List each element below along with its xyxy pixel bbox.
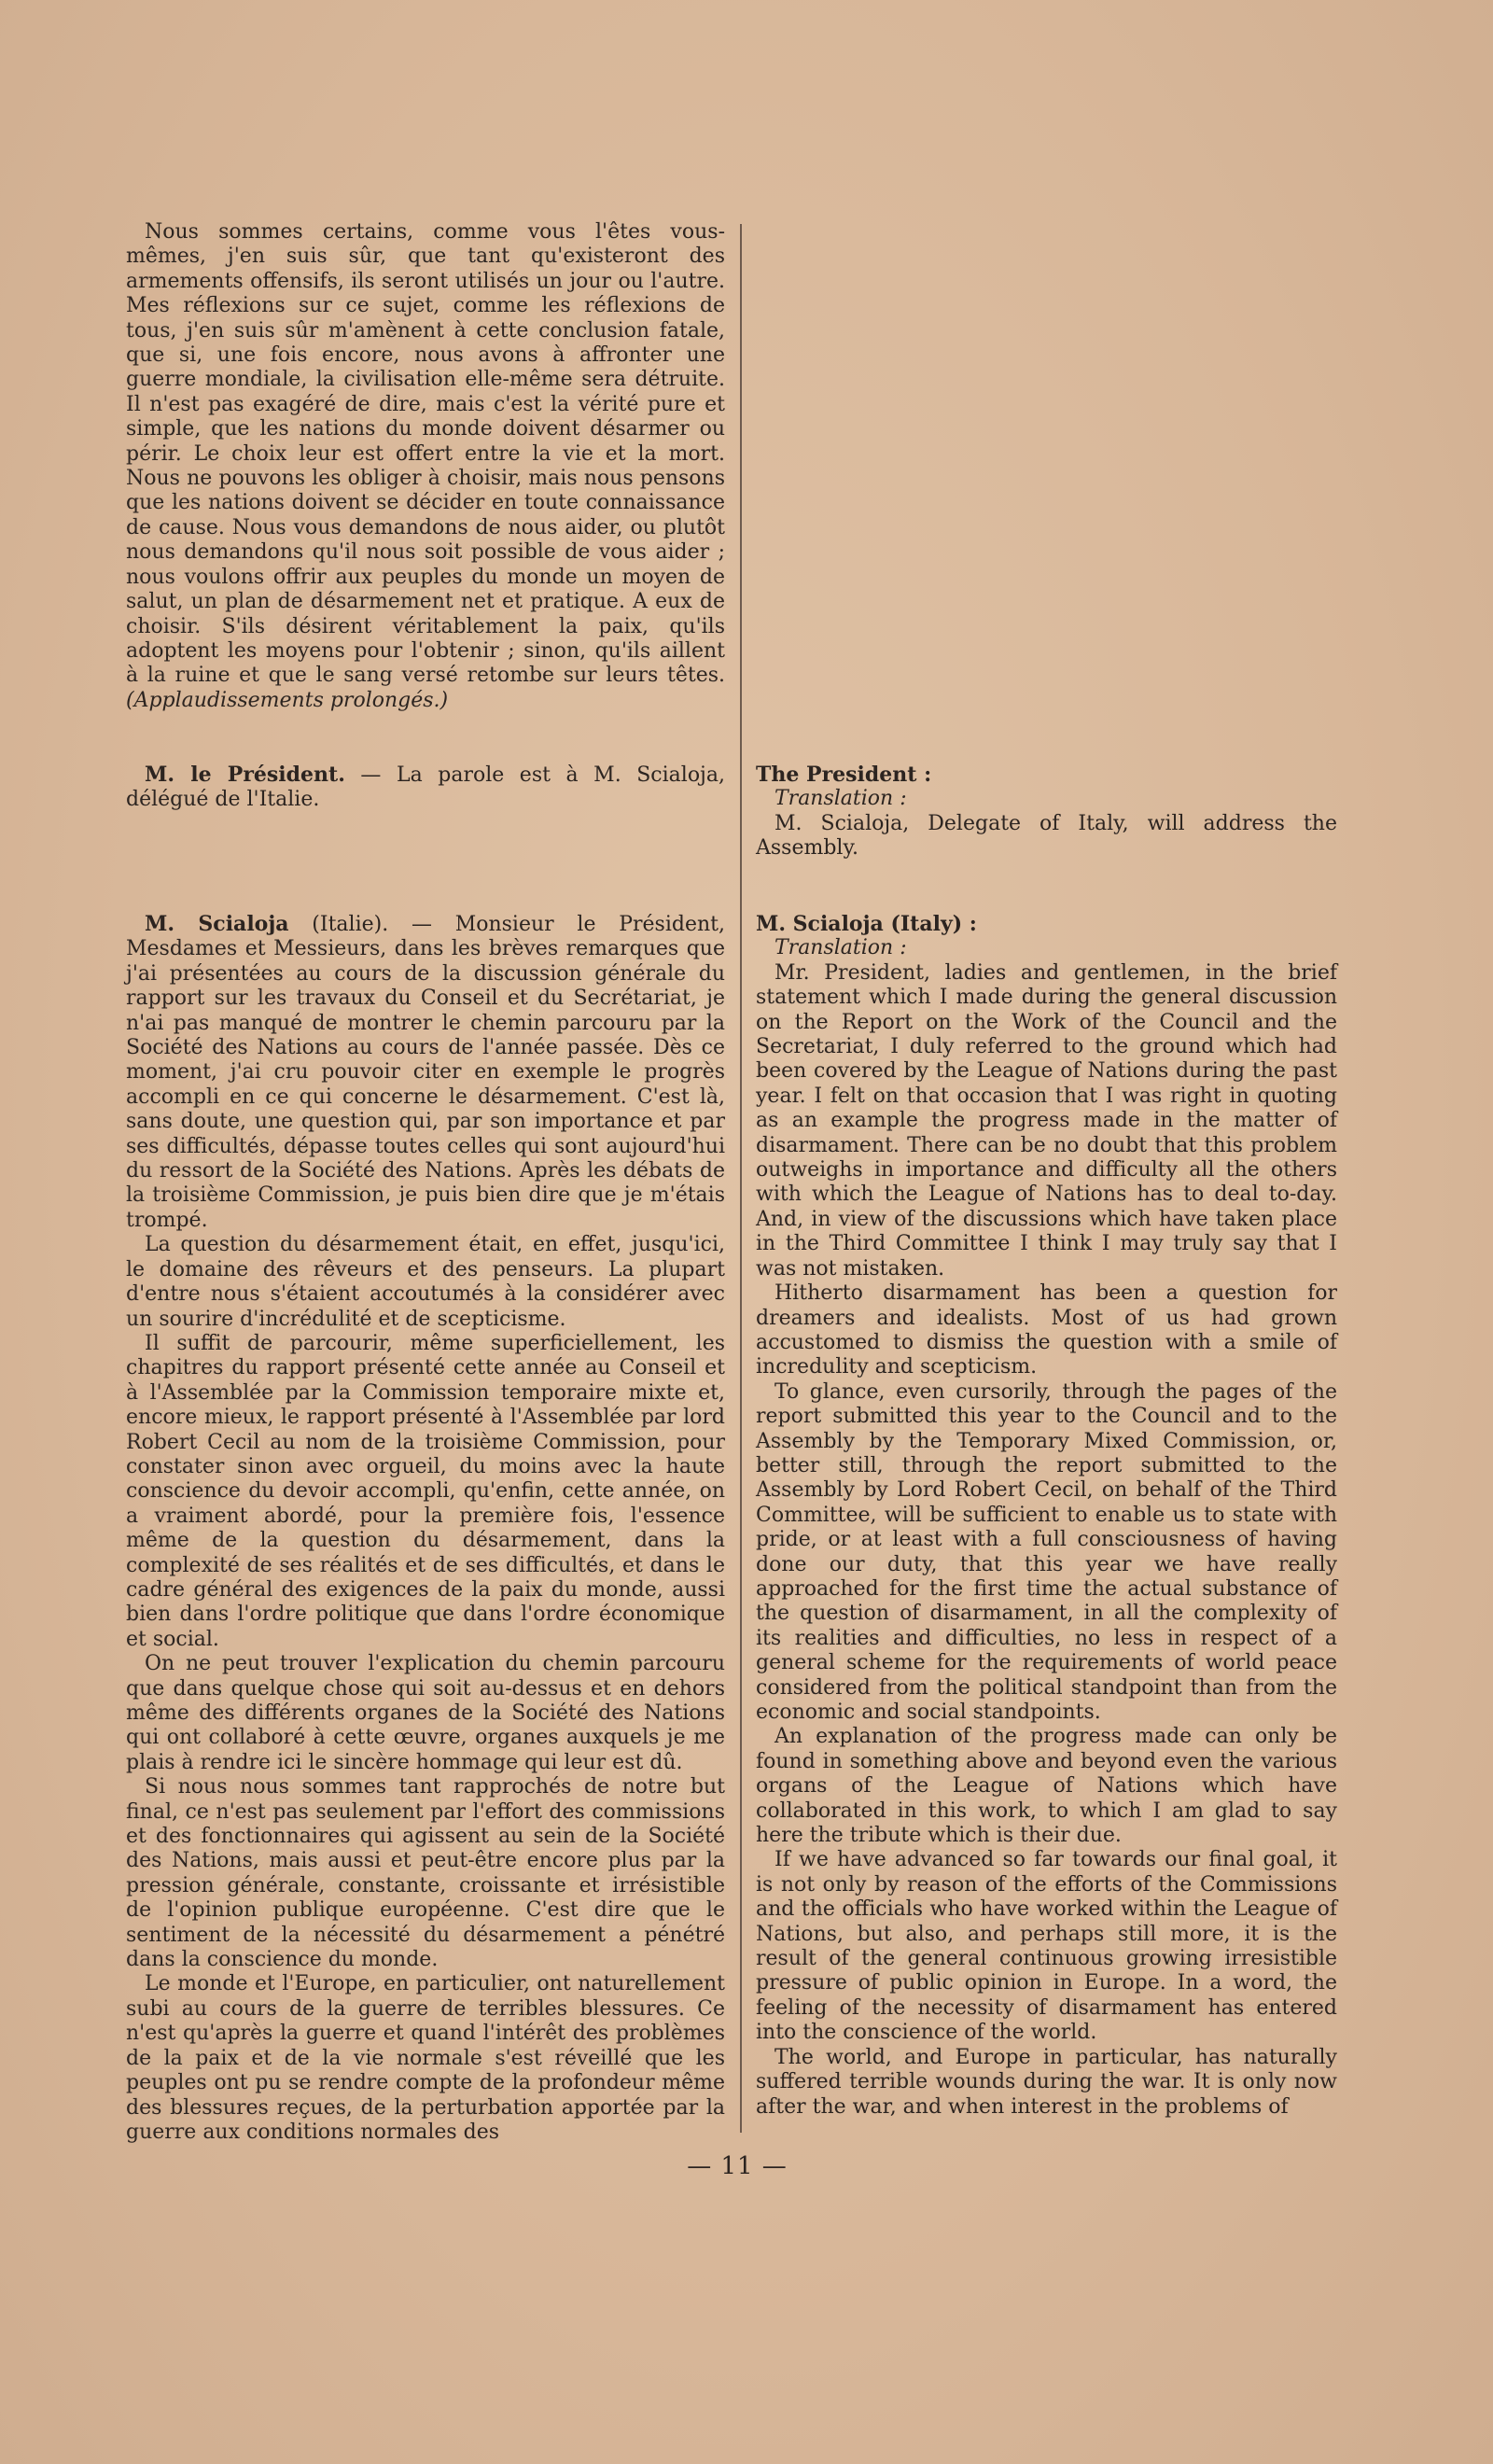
paragraph: Mr. President, ladies and gentlemen, in the brief statement which I made during the general discussion on the Report on the Work of the Council and the Secretariat, I duly referred to the ground which had been covered by the League of Nations during the past year. I felt on that occasion that I was right in quoting as an example the progress made in the matter of disarmament. There can be no doubt that this problem outweighs in importance and difficulty all the others with which the League of Nations has to deal to-day. And, in view of the discussions which have taken place in the Third Committee I think I may truly say that I was not mistaken. bbox=[756, 960, 1337, 1281]
paragraph-text: — La parole est à M. Scialoja, délégué de l'Italie. bbox=[126, 763, 725, 812]
paragraph: The world, and Europe in particular, has naturally suffered terrible wounds during the war. It is only now after the war, and when interest in the problems of bbox=[756, 2045, 1337, 2119]
applause-note: (Applaudissements prolongés.) bbox=[126, 688, 449, 712]
paragraph: Hitherto disarmament has been a question for dreamers and idealists. Most of us had grown accustomed to dismiss the question with a smile of incredulity and scepticism. bbox=[756, 1281, 1337, 1379]
speaker-name: M. Scialoja bbox=[145, 912, 289, 936]
page-number: — 11 — bbox=[687, 2152, 788, 2180]
paragraph bbox=[126, 912, 725, 1233]
paragraph-text: — Monsieur le Président, Mesdames et Messieurs, dans les brèves remarques que j'ai présentées au cours de la discussion générale du rapport sur les travaux du Conseil et du Secrétariat, je n'ai pas manqué de montrer le chemin parcouru par la Société des Nations au cours de l'année passée. Dès ce moment, j'ai cru pouvoir citer en exemple le progrès accompli en ce qui concerne le désarmement. C'est là, sans doute, une question qui, par son importance et par ses difficultés, dépasse toutes celles qui sont aujourd'hui du ressort de la Société des Nations. Après les débats de la troisième Commission, je puis bien dire que je m'étais trompé. bbox=[126, 913, 725, 1232]
speaker-country: (Italie). bbox=[288, 913, 389, 936]
paragraph: If we have advanced so far towards our final goal, it is not only by reason of the efforts of the Commissions and the officials who have worked within the League of Nations, but also, and perhaps still more, it is the result of the general continuous growing irresistible pressure of public opinion in Europe. In a word, the feeling of the necessity of disarmament has entered into the conscience of the world. bbox=[756, 1848, 1337, 2045]
paragraph: La question du désarmement était, en effet, jusqu'ici, le domaine des rêveurs et des penseurs. La plupart d'entre nous s'étaient accoutumés à la considérer avec un sourire d'incrédulité et de scepticisme. bbox=[126, 1233, 725, 1331]
french-column-top bbox=[126, 220, 725, 713]
paragraph: An explanation of the progress made can only be found in something above and beyond even the various organs of the League of Nations which have collaborated in this work, to which I am glad to say here the tribute which is their due. bbox=[756, 1725, 1337, 1848]
translation-label: Translation : bbox=[774, 936, 907, 960]
speaker-name: M. Scialoja (Italy) : bbox=[756, 912, 977, 936]
paragraph-text: Nous sommes certains, comme vous l'êtes vous-mêmes, j'en suis sûr, que tant qu'existeront des armements offensifs, ils seront utilisés un jour ou l'autre. Mes réflexions sur ce sujet, comme les réflexions de tous, j'en suis sûr m'amènent à cette conclusion fatale, que si, une fois encore, nous avons à affronter une guerre mondiale, la civilisation elle-même sera détruite. Il n'est pas exagéré de dire, mais c'est la vérité pure et simple, que les nations du monde doivent désarmer ou périr. Le choix leur est offert entre la vie et la mort. Nous ne pouvons les obliger à choisir, mais nous pensons que les nations doivent se décider en toute connaissance de cause. Nous vous demandons de nous aider, ou plutôt nous demandons qu'il nous soit possible de vous aider ; nous voulons offrir aux peuples du monde un moyen de salut, un plan de désarmement net et pratique. A eux de choisir. S'ils désirent véritablement la paix, qu'ils adoptent les moyens pour l'obtenir ; sinon, qu'ils aillent à la ruine et que le sang versé retombe sur leurs têtes. bbox=[126, 220, 725, 688]
president-paragraph bbox=[126, 763, 725, 813]
paragraph: Le monde et l'Europe, en particulier, ont naturellement subi au cours de la guerre de terribles blessures. Ce n'est qu'après la guerre et quand l'intérêt des problèmes de la paix et de la vie normale s'est réveillé que les peuples ont pu se rendre compte de la profondeur même des blessures reçues, de la perturbation apportée par la guerre aux conditions normales des bbox=[126, 1972, 725, 2144]
paragraph bbox=[126, 220, 725, 713]
paragraph: M. Scialoja, Delegate of Italy, will address the Assembly. bbox=[756, 811, 1337, 861]
english-scialoja-block bbox=[756, 912, 1337, 2120]
french-scialoja-block bbox=[126, 912, 725, 2145]
column-divider bbox=[740, 224, 742, 2133]
french-president-block bbox=[126, 763, 725, 813]
speaker-name: The President : bbox=[756, 763, 932, 787]
speaker-name: M. le Président. bbox=[145, 763, 345, 787]
translation-label: Translation : bbox=[774, 787, 907, 811]
paragraph: Si nous nous sommes tant rapprochés de notre but final, ce n'est pas seulement par l'effort des commissions et des fonctionnaires qui agissent au sein de la Société des Nations, mais aussi et peut-être encore plus par la pression générale, constante, croissante et irrésistible de l'opinion publique européenne. C'est dire que le sentiment de la nécessité du désarmement a pénétré dans la conscience du monde. bbox=[126, 1775, 725, 1972]
paragraph: On ne peut trouver l'explication du chemin parcouru que dans quelque chose qui soit au-dessus et en dehors même des différents organes de la Société des Nations qui ont collaboré à cette œuvre, organes auxquels je me plais à rendre ici le sincère hommage qui leur est dû. bbox=[126, 1652, 725, 1774]
paragraph: To glance, even cursorily, through the pages of the report submitted this year to the Council and to the Assembly by the Temporary Mixed Commission, or, better still, through the report submitted to the Assembly by Lord Robert Cecil, on behalf of the Third Committee, will be sufficient to enable us to state with pride, or at least with a full consciousness of having done our duty, that this year we have really approached for the first time the actual substance of the question of disarmament, in all the complexity of its realities and difficulties, no less in respect of a general scheme for the requirements of world peace considered from the political standpoint than from the economic and social standpoints. bbox=[756, 1379, 1337, 1724]
paragraph: Il suffit de parcourir, même superficiellement, les chapitres du rapport présenté cette année au Conseil et à l'Assemblée par la Commission temporaire mixte et, encore mieux, le rapport présenté à l'Assemblée par lord Robert Cecil au nom de la troisième Commission, pour constater sinon avec orgueil, du moins avec la haute conscience du devoir accompli, qu'enfin, cette année, on a vraiment abordé, pour la première fois, l'essence même de la question du désarmement, dans la complexité de ses réalités et de ses difficultés, et dans le cadre général des exigences de la paix du monde, aussi bien dans l'ordre politique que dans l'ordre économique et social. bbox=[126, 1331, 725, 1651]
english-president-block bbox=[756, 763, 1337, 861]
